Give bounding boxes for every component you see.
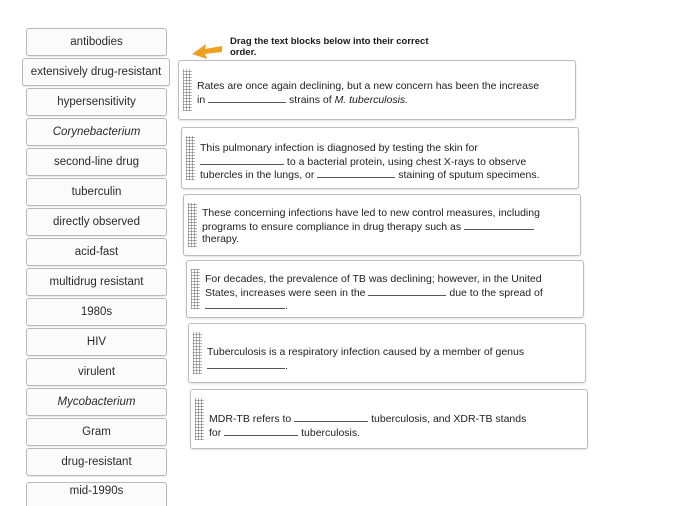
question-2-line-2: to a bacterial protein, using chest X-rays to observe xyxy=(286,155,527,168)
term-label: hypersensitivity xyxy=(57,96,136,108)
term-tuberculin[interactable] xyxy=(26,178,167,206)
term-hypersensitivity[interactable] xyxy=(26,88,167,116)
answer-blank[interactable] xyxy=(207,359,285,369)
question-1-text xyxy=(197,80,539,106)
term-label: virulent xyxy=(77,366,116,378)
question-3-line-3: therapy. xyxy=(202,233,240,245)
term-label: acid-fast xyxy=(74,246,119,258)
answer-blank[interactable] xyxy=(205,299,285,309)
answer-blank[interactable] xyxy=(294,412,368,422)
term-1980s[interactable] xyxy=(26,298,167,326)
question-block-5[interactable] xyxy=(188,323,586,383)
term-gram[interactable] xyxy=(26,418,167,446)
term-acid-fast[interactable] xyxy=(26,238,167,266)
question-6-text xyxy=(209,412,526,439)
term-label: multidrug resistant xyxy=(49,276,144,288)
term-label: Corynebacterium xyxy=(52,126,141,138)
pointer-arrow-icon xyxy=(192,40,224,60)
question-block-1[interactable] xyxy=(178,60,576,120)
drag-handle-icon[interactable] xyxy=(188,203,197,247)
term-directly-observed[interactable] xyxy=(26,208,167,236)
term-label: 1980s xyxy=(80,306,113,318)
term-hiv[interactable] xyxy=(26,328,167,356)
question-2-line-3b: staining of sputum specimens. xyxy=(398,169,540,181)
question-6-line-2a: for xyxy=(209,426,222,439)
term-label: Gram xyxy=(82,426,111,438)
question-4-line-2a: States, increases were seen in the xyxy=(205,286,366,299)
term-corynebacterium[interactable] xyxy=(26,118,167,146)
question-1-line-1: Rates are once again declining, but a new concern has been the increase xyxy=(197,80,540,92)
term-label: tuberculin xyxy=(71,186,122,198)
question-6-line-1b: tuberculosis, and XDR-TB stands xyxy=(371,413,527,425)
answer-blank[interactable] xyxy=(368,286,446,296)
term-mid-1990s[interactable] xyxy=(26,482,167,506)
drag-handle-icon[interactable] xyxy=(186,136,195,180)
question-6-line-2b: tuberculosis. xyxy=(301,426,361,439)
question-3-line-1: These concerning infections have led to new control measures, including xyxy=(202,207,540,219)
question-5-text: Tuberculosis is a respiratory infection caused by a member of genus . xyxy=(207,346,525,372)
term-antibodies[interactable] xyxy=(26,28,167,56)
drag-handle-icon[interactable] xyxy=(193,332,202,374)
term-label: Mycobacterium xyxy=(57,396,136,408)
drag-handle-icon[interactable] xyxy=(191,269,200,309)
answer-blank[interactable] xyxy=(208,93,286,103)
question-2-line-1: This pulmonary infection is diagnosed by testing the skin for xyxy=(200,142,478,154)
question-3-text xyxy=(202,207,540,246)
term-label: drug-resistant xyxy=(61,456,132,468)
answer-blank[interactable] xyxy=(200,155,284,165)
term-label: extensively drug-resistant xyxy=(30,66,162,78)
question-block-2[interactable] xyxy=(181,127,579,189)
question-block-3[interactable] xyxy=(183,194,581,256)
question-1-line-2a: in xyxy=(197,93,206,106)
question-4-text: For decades, the prevalence of TB was declining; however, in the United States, increases were seen in the due to the spread of . xyxy=(205,273,543,312)
term-virulent[interactable] xyxy=(26,358,167,386)
question-3-line-2: programs to ensure compliance in drug therapy such as xyxy=(202,220,462,233)
drag-handle-icon[interactable] xyxy=(195,398,204,440)
instructions: Drag the text blocks below into their correct order. xyxy=(230,36,429,58)
question-1-line-2c: M. tuberculosis. xyxy=(334,93,409,106)
term-label: HIV xyxy=(86,336,107,348)
answer-blank[interactable] xyxy=(317,168,395,178)
question-2-line-3a: tubercles in the lungs, or xyxy=(200,169,315,181)
answer-blank[interactable] xyxy=(224,426,298,436)
question-4-line-1: For decades, the prevalence of TB was declining; however, in the United xyxy=(205,273,542,285)
question-2-text xyxy=(200,142,540,182)
term-second-line-drug[interactable] xyxy=(26,148,167,176)
term-label: directly observed xyxy=(53,216,140,228)
term-label: second-line drug xyxy=(53,156,140,168)
question-block-4[interactable] xyxy=(186,260,584,318)
question-4-line-2b: due to the spread of xyxy=(449,286,543,299)
term-label: antibodies xyxy=(70,36,123,48)
question-block-6[interactable] xyxy=(190,389,588,449)
term-mycobacterium[interactable] xyxy=(26,388,167,416)
term-label: mid-1990s xyxy=(69,485,124,497)
term-drug-resistant[interactable] xyxy=(26,448,167,476)
question-1-line-2b: strains of xyxy=(289,93,332,106)
drag-handle-icon[interactable] xyxy=(183,69,192,111)
answer-blank[interactable] xyxy=(464,220,534,230)
question-5-line-1: Tuberculosis is a respiratory infection caused by a member of genus xyxy=(207,346,525,358)
term-extensively-drug-resistant[interactable] xyxy=(22,58,170,86)
term-multidrug-resistant[interactable] xyxy=(26,268,167,296)
question-6-line-1a: MDR-TB refers to xyxy=(209,413,292,425)
